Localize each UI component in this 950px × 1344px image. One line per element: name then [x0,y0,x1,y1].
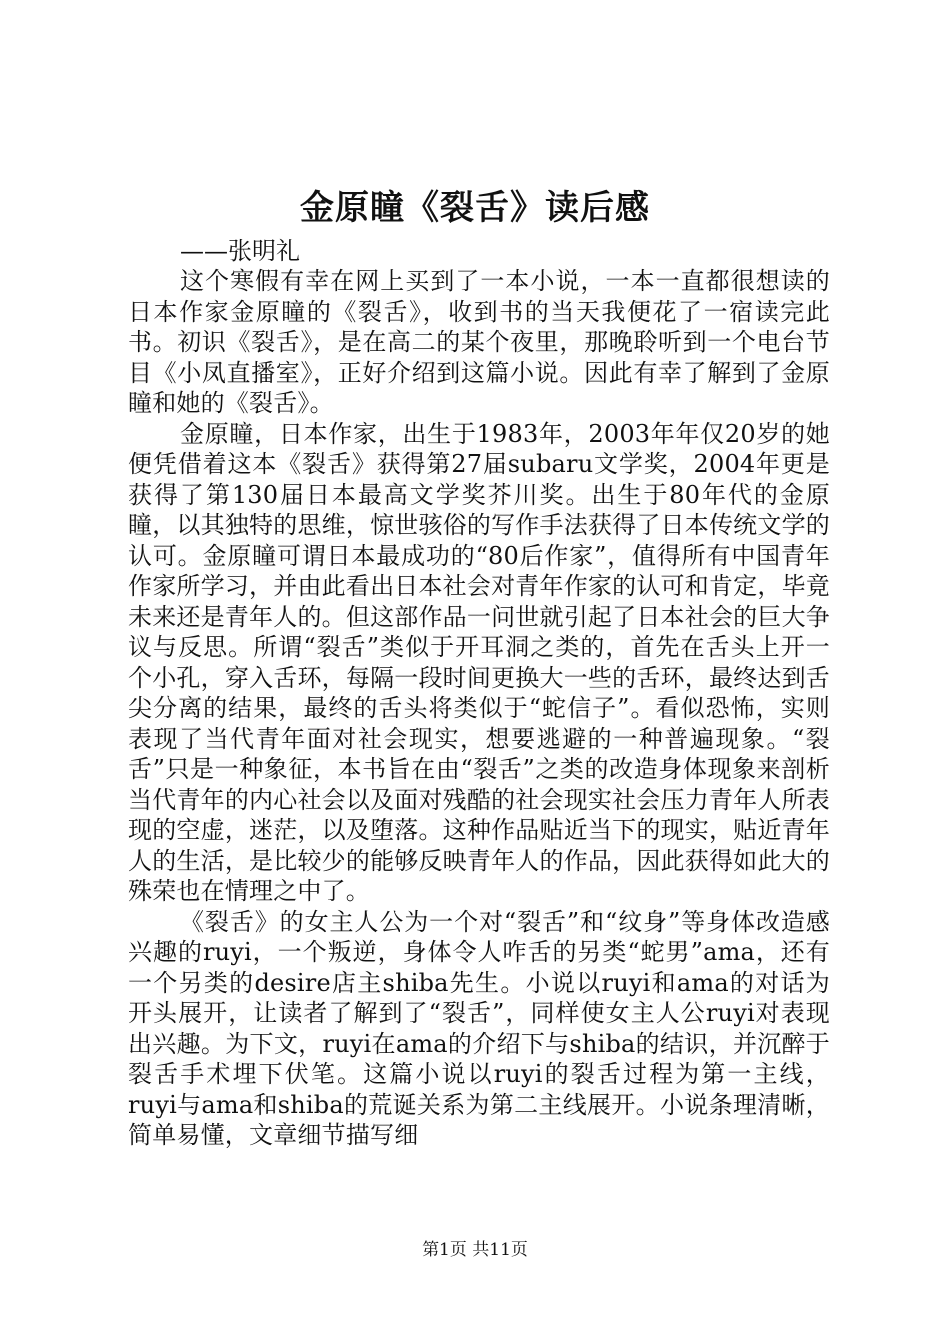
page-footer: 第1页 共11页 [422,1240,528,1260]
paragraph: 这个寒假有幸在网上买到了一本小说，一本一直都很想读的日本作家金原瞳的《裂舌》，收到书的当天我便花了一宿读完此书。初识《裂舌》，是在高二的某个夜里，那晚聆听到一个电台节目《小凤直播室》，正好介绍到这篇小说。因此有幸了解到了金原瞳和她的《裂舌》。 [128,267,830,417]
author-line: ——张明礼 [180,237,300,265]
document-title: 金原瞳《裂舌》读后感 [300,188,650,228]
paragraph: 金原瞳，日本作家，出生于1983年，2003年年仅20岁的她便凭借着这本《裂舌》获得第27届subaru文学奖，2004年更是获得了第130届日本最高文学奖芥川奖。出生于80年代的金原瞳，以其独特的思维，惊世骇俗的写作手法获得了日本传统文学的认可。金原瞳可谓日本最成功的“80后作家”，值得所有中国青年作家所学习，并由此看出日本社会对青年作家的认可和肯定，毕竟未来还是青年人的。但这部作品一问世就引起了日本社会的巨大争议与反思。所谓“裂舌”类似于开耳洞之类的，首先在舌头上开一个小孔，穿入舌环，每隔一段时间更换大一些的舌环，最终达到舌尖分离的结果，最终的舌头将类似于“蛇信子”。看似恐怖，实则表现了当代青年面对社会现实，想要逃避的一种普遍现象。“裂舌”只是一种象征，本书旨在由“裂舌”之类的改造身体现象来剖析当代青年的内心社会以及面对残酷的社会现实社会压力青年人所表现的空虚，迷茫，以及堕落。这种作品贴近当下的现实，贴近青年人的生活，是比较少的能够反映青年人的作品，因此获得如此大的殊荣也在情理之中了。 [128,419,830,905]
paragraph: 《裂舌》的女主人公为一个对“裂舌”和“纹身”等身体改造感兴趣的ruyi，一个叛逆，身体令人咋舌的另类“蛇男”ama，还有一个另类的desire店主shiba先生。小说以ruyi和ama的对话为开头展开，让读者了解到了“裂舌”，同样使女主人公ruyi对表现出兴趣。为下文，ruyi在ama的介绍下与shiba的结识，并沉醉于裂舌手术埋下伏笔。这篇小说以ruyi的裂舌过程为第一主线，ruyi与ama和shiba的荒诞关系为第二主线展开。小说条理清晰，简单易懂，文章细节描写细 [128,907,830,1149]
document-body [128,266,830,1151]
